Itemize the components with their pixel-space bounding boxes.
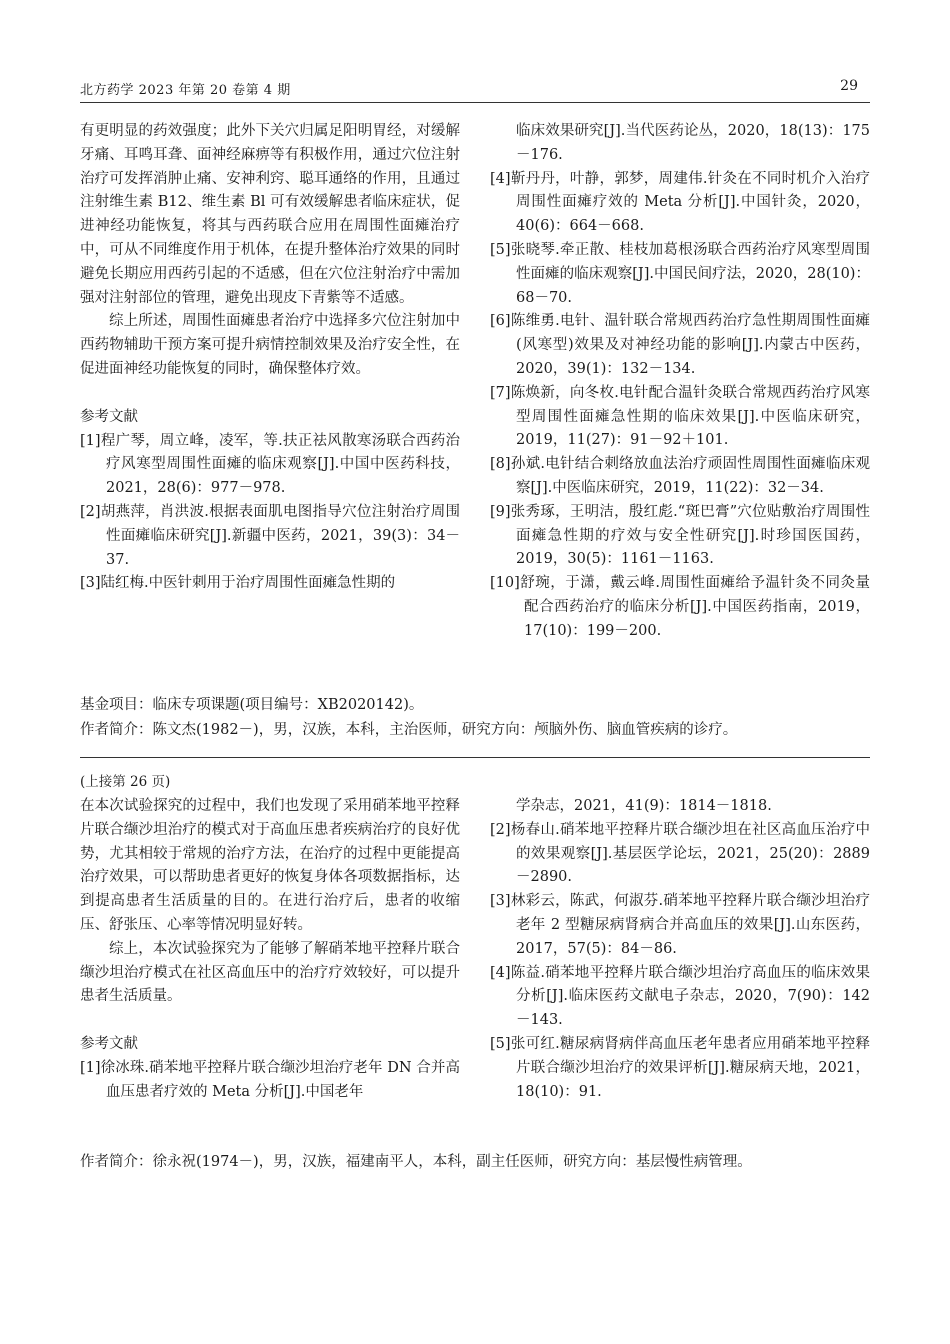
reference-item: [2]杨春山.硝苯地平控释片联合缬沙坦在社区高血压治疗中的效果观察[J].基层医学论坛，2021，25(20)：2889－2890. [490,821,870,886]
article2-left-column [80,795,460,1105]
body-paragraph: 综上，本次试验探究为了能够了解硝苯地平控释片联合缬沙坦治疗模式在社区高血压中的治疗疗效较好，可以提升患者生活质量。 [80,940,460,1005]
references-heading: 参考文献 [80,1036,138,1053]
article1-left-column [80,120,460,596]
page-number: 29 [840,78,858,94]
body-paragraph: 有更明显的药效强度；此外下关穴归属足阳明胃经，对缓解牙痛、耳鸣耳聋、面神经麻痹等有积极作用，通过穴位注射治疗可发挥消肿止痛、安神利窍、聪耳通络的作用，且通过注射维生素 B12、维生素 Bl 可有效缓解患者临床症状，促进神经功能恢复，将其与西药联合应用在周围性面瘫治疗中，可从不同维度作用于机体，在提升整体治疗效果的同时避免长期应用西药引起的不适感，但在穴位注射治疗中需加强对注射部位的管理，避免出现皮下青紫等不适感。 [80,123,460,306]
running-header [80,76,870,103]
continued-from-note: (上接第 26 页) [80,774,171,790]
reference-item: [3]林彩云，陈武，何淑芬.硝苯地平控释片联合缬沙坦治疗老年 2 型糖尿病肾病合并高血压的效果[J].山东医药，2017，57(5)：84－86. [490,893,870,957]
reference-item: [2]胡燕萍，肖洪波.根据表面肌电图指导穴位注射治疗周围性面瘫临床研究[J].新疆中医药，2021，39(3)：34－37. [80,503,460,568]
reference-item: [5]张可红.糖尿病肾病伴高血压老年患者应用硝苯地平控释片联合缬沙坦治疗的效果评析[J].糖尿病天地，2021，18(10)：91. [490,1035,870,1100]
article1-right-column [490,120,870,644]
reference-item: [4]靳丹丹，叶静，郭梦，周建伟.针灸在不同时机介入治疗周围性面瘫疗效的 Meta 分析[J].中国针灸，2020，40(6)：664－668. [490,170,870,235]
article2-right-column [490,795,870,1104]
reference-item: [8]孙斌.电针结合刺络放血法治疗顽固性周围性面瘫临床观察[J].中医临床研究，2019，11(22)：32－34. [490,456,870,496]
body-paragraph: 综上所述，周围性面瘫患者治疗中选择多穴位注射加中西药物辅助干预方案可提升病情控制效果及治疗安全性，在促进面神经功能恢复的同时，确保整体疗效。 [80,313,460,377]
reference-item: [3]陆红梅.中医针刺用于治疗周围性面瘫急性期的 [80,575,396,592]
reference-item: [1]徐冰珠.硝苯地平控释片联合缬沙坦治疗老年 DN 合并高血压患者疗效的 Meta 分析[J].中国老年 [80,1059,460,1100]
reference-continuation: 临床效果研究[J].当代医药论丛，2020，18(13)：175－176. [516,123,870,163]
reference-item: [7]陈焕新，向冬枚.电针配合温针灸联合常规西药治疗风寒型周围性面瘫急性期的临床效果[J].中医临床研究，2019，11(27)：91－92＋101. [490,384,870,449]
article-separator [80,757,870,758]
reference-item: [6]陈维勇.电针、温针联合常规西药治疗急性期周围性面瘫(风寒型)效果及对神经功能的影响[J].内蒙古中医药，2020，39(1)：132－134. [490,313,870,377]
author-note: 作者简介：徐永祝(1974－)，男，汉族，福建南平人，本科，副主任医师，研究方向：基层慢性病管理。 [80,1154,752,1170]
reference-item: [4]陈益.硝苯地平控释片联合缬沙坦治疗高血压的临床效果分析[J].临床医药文献电子杂志，2020，7(90)：142－143. [490,964,870,1029]
reference-item: [1]程广琴，周立峰，凌军，等.扶正祛风散寒汤联合西药治疗风寒型周围性面瘫的临床观察[J].中国中医药科技，2021，28(6)：977－978. [80,432,460,497]
author-note: 作者简介：陈文杰(1982－)，男，汉族，本科，主治医师，研究方向：颅脑外伤、脑血管疾病的诊疗。 [80,722,738,738]
body-paragraph: 在本次试验探究的过程中，我们也发现了采用硝苯地平控释片联合缬沙坦治疗的模式对于高血压患者疾病治疗的良好优势，尤其相较于常规的治疗方法，在治疗的过程中更能提高治疗效果，可以帮助患者更好的恢复身体各项数据指标，达到提高患者生活质量的目的。在进行治疗后，患者的收缩压、舒张压、心率等情况明显好转。 [80,798,460,933]
reference-item: [5]张晓琴.牵正散、桂枝加葛根汤联合西药治疗风寒型周围性面瘫的临床观察[J].中国民间疗法，2020，28(10)：68－70. [490,241,870,306]
references-heading: 参考文献 [80,408,138,425]
journal-title: 北方药学 2023 年第 20 卷第 4 期 [80,83,291,98]
fund-note: 基金项目：临床专项课题(项目编号：XB2020142)。 [80,697,424,713]
reference-continuation: 学杂志，2021，41(9)：1814－1818. [516,798,772,814]
reference-item: [10]舒琬，于潇，戴云峰.周围性面瘫给予温针灸不同灸量配合西药治疗的临床分析[J].中国医药指南，2019，17(10)：199－200. [490,575,870,639]
reference-item: [9]张秀琢，王明洁，殷红彪.“斑巴膏”穴位贴敷治疗周围性面瘫急性期的疗效与安全性研究[J].时珍国医国药，2019，30(5)：1161－1163. [490,503,870,568]
